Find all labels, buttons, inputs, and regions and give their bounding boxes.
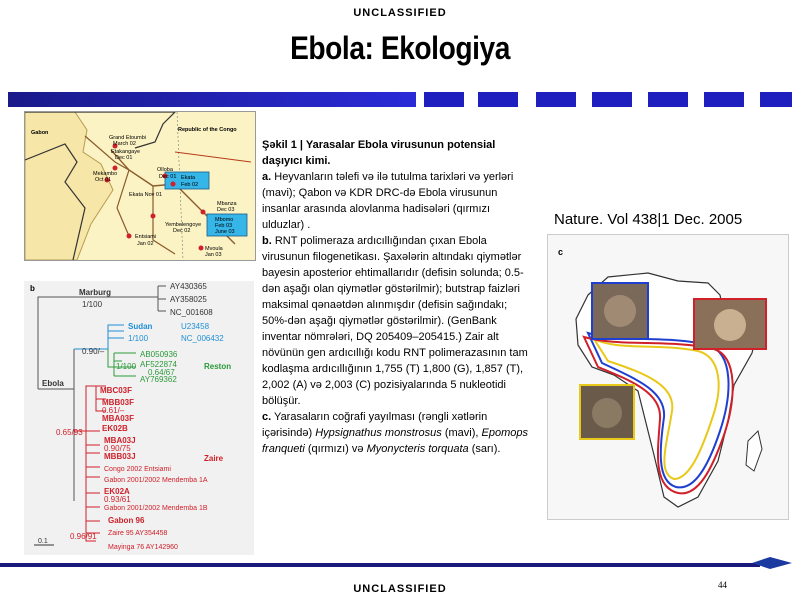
leaf-zaire-12: Mayinga 76 AY142960 (108, 544, 178, 551)
madagascar-outline (746, 431, 762, 471)
leaf-zaire-6: Congo 2002 Entsiami (104, 466, 171, 473)
leaf-marburg-1: AY358025 (170, 295, 207, 304)
header-decorative-bar (8, 92, 792, 107)
leaf-zaire-8: EK02A (104, 487, 130, 496)
leaf-marburg-2: NC_001608 (170, 308, 213, 317)
tree-panel-letter: b (30, 284, 35, 293)
map-label-mvoula: Mvoula (205, 246, 223, 252)
map-label-mbomo: Mbomo (215, 217, 234, 223)
support-093: 0.93/61 (104, 495, 131, 504)
support-065: 0.65/93 (56, 428, 83, 437)
leaf-zaire-0: MBC03F (100, 386, 133, 395)
page-number: 44 (718, 580, 727, 590)
leaf-zaire-3: EK02B (102, 424, 128, 433)
support-061: 0.61/– (102, 406, 125, 415)
slide-title: Ebola: Ekologiya (290, 30, 510, 66)
map-label-olloba: Olloba (157, 167, 173, 173)
caption-part-c: c. Yarasaların coğrafi yayılması (rəngli xətlərin içərisində) Hypsignathus monstrosus (mavi), Epomops franqueti (qırmızı) və Myonycteris torquata (sarı). (262, 411, 528, 455)
africa-panel-letter: c (558, 247, 564, 257)
clade-sudan-label: Sudan (128, 322, 153, 331)
leaf-zaire-1: MBB03F (102, 398, 135, 407)
map-label-etakangaye: Etakangaye (111, 149, 141, 155)
map-label-grand-etoumbi: Grand Etoumbi (109, 135, 146, 141)
map-label-mbomo-date1: Feb 03 (215, 223, 233, 229)
footer-arrow-icon (752, 555, 792, 571)
tree-scale-label: 0.1 (38, 538, 48, 545)
clade-marburg-label: Marburg (79, 288, 111, 297)
leaf-zaire-10: Gabon 96 (108, 516, 145, 525)
footer-divider (0, 563, 760, 567)
map-label-ekata-nov: Ekata Nov 01 (129, 192, 163, 198)
map-label-yembelengoye: Yembelengoye (165, 222, 202, 228)
map-label-entsiami: Entsiami (135, 234, 157, 240)
leaf-marburg-0: AY430365 (170, 282, 207, 291)
map-label-mekambo-date: Oct 01 (95, 177, 112, 183)
leaf-zaire-11: Zaire 95 AY354458 (108, 530, 168, 537)
leaf-reston-2: 0.64/67 (148, 368, 175, 377)
classification-top: UNCLASSIFIED (353, 7, 447, 19)
map-label-entsiami-date: Jan 02 (137, 241, 154, 247)
leaf-reston-3: AY769362 (140, 375, 177, 384)
leaf-zaire-7: Gabon 2001/2002 Mendemba 1A (104, 477, 208, 484)
map-label-mbomo-date2: June 03 (215, 229, 235, 235)
source-citation: Nature. Vol 438|1 Dec. 2005 (554, 211, 743, 228)
caption-part-a: a. Heyvanların təlefi və ilə tutulma tarixləri və yerləri (mavi); Qabon və KDR DRC-də Ebola virusunun insanlar arasında alovlanma hadisələri (qırmızı ulduzlar) . (262, 171, 514, 231)
leaf-reston-1: AF522874 (140, 360, 177, 369)
clade-ebola-label: Ebola (42, 379, 64, 388)
clade-reston-label: Reston (204, 362, 232, 371)
clade-zaire-label: Zaire (204, 454, 224, 463)
caption-title: Şəkil 1 | Yarasalar Ebola virusunun potensial daşıyıcı kimi. (262, 139, 496, 167)
leaf-zaire-2: MBA03F (102, 414, 135, 423)
map-label-congo: Republic of the Congo (178, 127, 237, 133)
bat-distribution-map-figure (547, 234, 789, 520)
classification-bottom: UNCLASSIFIED (353, 583, 447, 595)
leaf-reston-0: AB050936 (140, 350, 178, 359)
marburg-support: 1/100 (82, 300, 103, 309)
caption-part-b: b. RNT polimeraza ardıcıllığından çıxan Ebola virusunun filogenetikası. Şaxələrin altındakı qiymətlər bayesin aposterior ehtimallarıdır (defisin solunda; 0.5-dən aşağı olan qiymətlər göstərilmir); butstrap faizləri maksimal qənaətdən alınmışdır (defisin sağındakı; 50%-dən aşağı qiymətlər göstərilmir). (GenBank inventar nömrələri, DQ 205409–205415.) Zair alt növünün gen ardıcıllığı kodu RNT polimerazasının tam kodlaşma ardıcıllığının 1,755 (T) 1,800 (G), 1,857 (T), 2,002 (A) və 2,003 (C) pozisiyalarında 5 nukleotidi bölüşür. (262, 235, 528, 407)
leaf-zaire-9: Gabon 2001/2002 Mendemba 1B (104, 505, 208, 512)
map-label-yembelengoye-date: Dec 02 (173, 228, 191, 234)
support-096: 0.96/91 (70, 532, 97, 541)
map-label-grand-etoumbi-date: March 02 (113, 141, 136, 147)
figure-caption (262, 137, 532, 457)
leaf-sudan-0: U23458 (181, 322, 210, 331)
leaf-zaire-5: MBB03J (104, 452, 136, 461)
leaf-sudan-1: NC_006432 (181, 334, 224, 343)
ebola-support: 0.90/– (82, 347, 105, 356)
map-label-ekata-date: Feb 02 (181, 182, 199, 188)
map-label-mbanza: Mbanza (217, 201, 237, 207)
map-label-mekambo: Mekambo (93, 171, 118, 177)
map-label-etakangaye-date: Dec 01 (115, 155, 133, 161)
map-label-gabon: Gabon (31, 130, 49, 136)
phylogenetic-tree-figure (24, 281, 254, 555)
map-label-ekata: Ekata (181, 175, 196, 181)
leaf-zaire-4: MBA03J (104, 436, 136, 445)
map-label-mbanza-date: Dec 03 (217, 207, 235, 213)
outbreak-map-figure (24, 111, 256, 261)
map-label-olloba-date: Dec 01 (159, 174, 177, 180)
support-090: 0.90/75 (104, 444, 131, 453)
sudan-support: 1/100 (128, 334, 149, 343)
map-label-mvoula-date: Jan 03 (205, 252, 222, 258)
reston-support: 1/100 (116, 362, 137, 371)
